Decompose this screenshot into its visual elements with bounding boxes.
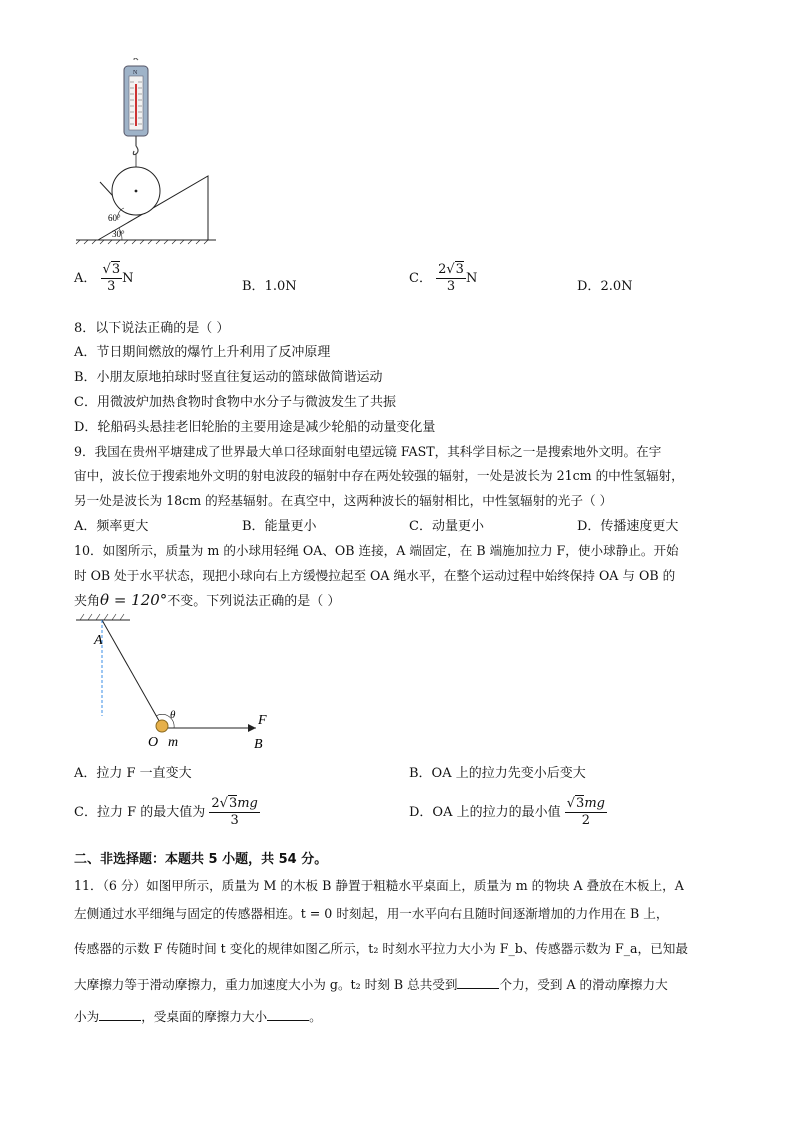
q10-option-d-radicand: 3	[576, 796, 585, 811]
q11-blank-3[interactable]	[267, 1008, 309, 1021]
section2-heading: 二、非选择题：本题共 5 小题，共 54 分。	[74, 852, 328, 867]
q8-stem: 8．以下说法正确的是（ ）	[74, 321, 230, 336]
q10-option-c-text: C．拉力 F 的最大值为	[74, 805, 206, 820]
q7-option-c-den: 3	[446, 279, 456, 294]
q9-option-b: B．能量更小	[242, 519, 317, 534]
q9-stem-line2: 宙中，波长位于搜索地外文明的射电波段的辐射中存在两处较强的辐射，一处是波长为 21cm 的中性氢辐射，	[74, 468, 684, 483]
q9-option-c: C．动量更小	[409, 519, 484, 534]
q10-option-d-mg: mg	[584, 796, 605, 811]
q10-option-b: B．OA 上的拉力先变小后变大	[409, 766, 586, 781]
q7-figure	[74, 58, 224, 248]
q7-scale-unit: N	[133, 70, 138, 76]
q10-figure	[70, 612, 280, 752]
q11-line4	[74, 974, 668, 993]
q11-line4-pre: 大摩擦力等于滑动摩擦力，重力加速度大小为 g。t₂ 时刻 B 总共受到	[74, 977, 458, 992]
q10-stem-line1: 10．如图所示，质量为 m 的小球用轻绳 OA、OB 连接，A 端固定，在 B 端施加拉力 F，使小球静止。开始	[74, 543, 679, 558]
q10-label-b: B	[254, 737, 263, 752]
q10-theta-eq: θ = 120°	[100, 591, 168, 609]
q10-option-c-coef: 2	[211, 796, 220, 811]
q10-stem-line3-post: 不变。下列说法正确的是（ ）	[167, 594, 341, 609]
q7-option-c-value: $\frac{2√3}{3}$	[438, 262, 464, 294]
q11-line5-mid: ，受桌面的摩擦力大小	[141, 1009, 268, 1024]
q8-option-d: D．轮船码头悬挂老旧轮胎的主要用途是减少轮船的动量变化量	[74, 420, 436, 435]
q7-angle-30: 30°	[112, 229, 125, 239]
q11-line5-pre: 小为	[74, 1009, 100, 1024]
q7-option-c-label: C．	[409, 271, 432, 286]
q7-option-c-radicand: 3	[455, 262, 464, 277]
q7-option-a-den: 3	[107, 279, 116, 294]
q7-option-b	[242, 275, 297, 294]
q10-option-c	[74, 796, 260, 829]
q10-label-f: F	[258, 713, 267, 728]
q8-option-b: B．小朋友原地拍球时竖直往复运动的篮球做简谐运动	[74, 370, 383, 385]
q7-option-d-label: D．	[577, 279, 601, 294]
q11-line1: 11．（6 分）如图甲所示，质量为 M 的木板 B 静置于粗糙水平桌面上，质量为 m 的物块 A 叠放在木板上，A	[74, 878, 684, 893]
q9-stem-line3: 另一处是波长为 18cm 的羟基辐射。在真空中，这两种波长的辐射相比，中性氢辐射的光子（ ）	[74, 493, 613, 508]
q11-line5	[74, 1006, 322, 1025]
q11-line3: 传感器的示数 F 传随时间 t 变化的规律如图乙所示，t₂ 时刻水平拉力大小为 F_b、传感器示数为 F_a，已知最	[74, 941, 688, 956]
q7-option-a	[74, 262, 133, 295]
q11-line2: 左侧通过水平细绳与固定的传感器相连。t = 0 时刻起，用一水平向右且随时间逐渐增加的力作用在 B 上，	[74, 906, 669, 921]
q7-option-a-label: A．	[74, 271, 97, 286]
q11-blank-2[interactable]	[99, 1008, 141, 1021]
q10-label-o: O	[148, 735, 159, 750]
q10-option-a: A．拉力 F 一直变大	[74, 766, 192, 781]
q7-option-a-radicand: 3	[111, 262, 121, 277]
q7-option-d-text: 2.0N	[600, 279, 633, 294]
q7-option-b-text: 1.0N	[264, 279, 297, 294]
q10-option-c-mg: mg	[237, 796, 258, 811]
q10-option-c-radicand: 3	[228, 796, 238, 811]
q10-stem-line2: 时 OB 处于水平状态，现把小球向右上方缓慢拉起至 OA 绳水平，在整个运动过程中始终保持 OA 与 OB 的	[74, 568, 676, 583]
q10-option-d	[409, 796, 607, 829]
q10-label-theta: θ	[170, 709, 176, 721]
q10-option-d-value: $\frac{√3mg}{2}$	[566, 796, 605, 828]
q10-option-d-text: D．OA 上的拉力的最小值	[409, 805, 561, 820]
q10-stem-line3	[74, 590, 340, 609]
q11-line4-post: 个力，受到 A 的滑动摩擦力大	[499, 977, 668, 992]
q11-line5-end: 。	[309, 1009, 322, 1024]
q7-option-c-unit: N	[465, 271, 478, 286]
q7-option-c-coef: 2	[438, 262, 447, 277]
q9-option-d: D．传播速度更大	[577, 519, 679, 534]
q7-option-a-unit: N	[122, 271, 134, 286]
q10-option-c-value: $\frac{2√3mg}{3}$	[211, 796, 258, 828]
q7-angle-60: 60°	[108, 213, 121, 223]
q10-option-c-den: 3	[230, 813, 239, 828]
q9-option-a: A．频率更大	[74, 519, 149, 534]
q7-option-a-value: $\frac{√3}{3}$	[102, 262, 121, 294]
q11-blank-1[interactable]	[457, 976, 499, 989]
q8-option-c: C．用微波炉加热食物时食物中水分子与微波发生了共振	[74, 395, 396, 410]
q10-stem-line3-pre: 夹角	[74, 594, 101, 609]
q10-label-a: A	[94, 633, 103, 648]
q7-option-d	[577, 275, 633, 294]
q9-stem-line1: 9．我国在贵州平塘建成了世界最大单口径球面射电望远镜 FAST，其科学目标之一是搜索地外文明。在宇	[74, 444, 662, 459]
q8-option-a: A．节日期间燃放的爆竹上升利用了反冲原理	[74, 345, 331, 360]
q7-option-b-label: B．	[242, 279, 265, 294]
q7-option-c	[409, 262, 477, 295]
q10-option-d-den: 2	[581, 813, 590, 828]
q10-label-m: m	[168, 735, 179, 750]
